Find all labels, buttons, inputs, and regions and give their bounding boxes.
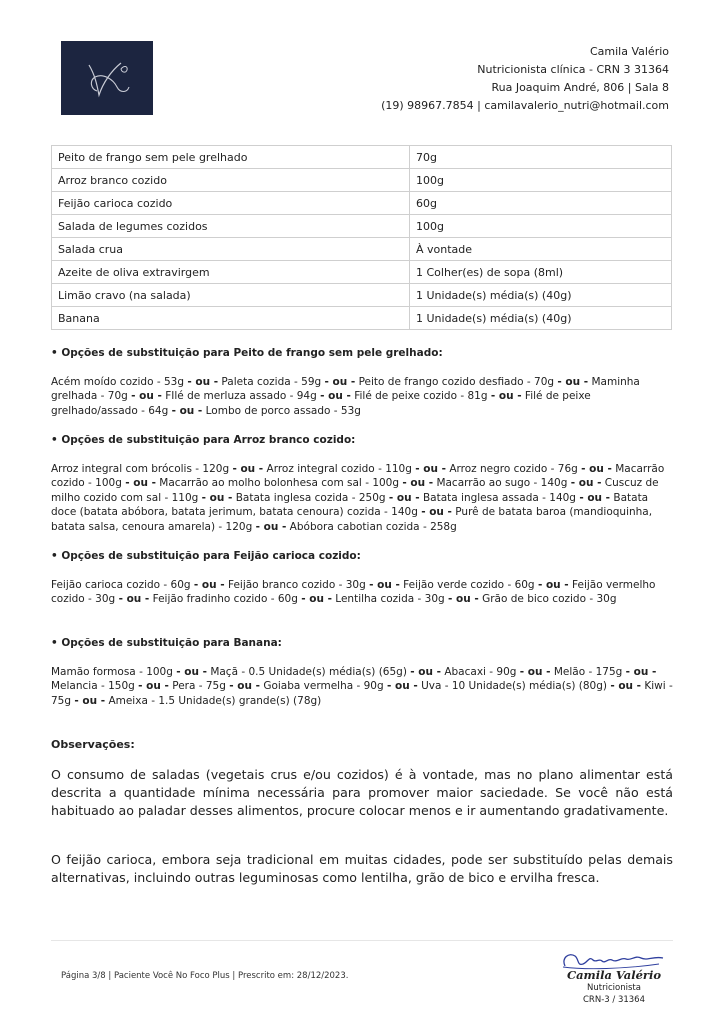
option-separator: - ou -	[74, 694, 106, 707]
substitution-option: Batata inglesa assada - 140g	[422, 491, 576, 504]
table-row	[52, 146, 672, 169]
professional-info	[381, 43, 669, 115]
food-item: Peito de frango sem pele grelhado	[52, 146, 410, 169]
substitution-option: Filé de peixe grelhado/assado - 64g	[51, 390, 591, 417]
substitution-option: Abacaxi - 90g	[444, 665, 517, 678]
food-item: Arroz branco cozido	[52, 169, 410, 192]
table-row	[52, 215, 672, 238]
option-separator: - ou -	[229, 680, 260, 692]
food-quantity: 1 Unidade(s) média(s) (40g)	[410, 284, 672, 307]
substitution-option: Feijão carioca cozido - 60g	[51, 578, 191, 591]
substitution-option: Grão de bico cozido - 30g	[482, 593, 617, 605]
substitution-option: Filé de peixe cozido - 81g	[354, 390, 488, 402]
substitution-option: Cuscuz de milho cozido com sal - 110g	[51, 477, 659, 504]
food-item: Feijão carioca cozido	[52, 192, 410, 215]
option-separator: - ou -	[138, 680, 169, 692]
observations-title: Observações:	[51, 738, 135, 751]
option-separator: - ou -	[557, 375, 589, 388]
substitution-option: Arroz negro cozido - 76g	[449, 462, 578, 475]
substitution-option: Batata inglesa cozida - 250g	[235, 491, 386, 504]
substitution-option: Purê de batata baroa (mandioquinha, batata salsa, cenoura amarela) - 120g	[51, 506, 653, 533]
option-separator: - ou -	[387, 680, 418, 692]
substitution-option: Arroz integral com brócolis - 120g	[51, 462, 230, 475]
option-separator: - ou -	[410, 665, 441, 678]
substitution-option: Mamão formosa - 100g	[51, 665, 173, 678]
substitution-options	[51, 665, 673, 709]
option-separator: - ou -	[320, 390, 351, 402]
option-separator: - ou -	[388, 491, 420, 504]
substitution-heading: • Opções de substituição para Peito de frango sem pele grelhado:	[51, 347, 443, 359]
food-quantity: 100g	[410, 169, 672, 192]
substitution-option: Paleta cozida - 59g	[221, 375, 322, 388]
substitution-option: Peito de frango cozido desfiado - 70g	[358, 375, 555, 388]
option-separator: - ou -	[570, 477, 602, 489]
signature-role: Nutricionista	[587, 983, 641, 993]
footer-divider	[51, 940, 673, 941]
signature-stamp	[555, 944, 673, 1014]
substitution-option: Goiaba vermelha - 90g	[263, 680, 384, 692]
footer-text: Página 3/8 | Paciente Você No Foco Plus | Prescrito em: 28/12/2023.	[61, 971, 349, 981]
substitution-option: Melancia - 150g	[51, 680, 135, 692]
option-separator: - ou -	[187, 375, 219, 388]
substitution-option: FIlé de merluza assado - 94g	[165, 390, 317, 402]
meal-table	[51, 145, 672, 330]
option-separator: - ou -	[201, 491, 233, 504]
brand-logo	[61, 41, 153, 115]
monogram-logo-icon	[77, 55, 137, 101]
substitution-option: Acém moído cozido - 53g	[51, 375, 184, 388]
professional-contact: (19) 98967.7854 | camilavalerio_nutri@hotmail.com	[381, 99, 669, 112]
substitution-option: Batata doce (batata abóbora, batata jerimum, batata cenoura) cozida - 140g	[51, 491, 649, 518]
substitution-option: Macarrão cozido - 100g	[51, 462, 665, 489]
food-item: Salada de legumes cozidos	[52, 215, 410, 238]
food-quantity: 70g	[410, 146, 672, 169]
table-row	[52, 261, 672, 284]
substitution-options	[51, 462, 673, 535]
signature-name: Camila Valério	[566, 968, 662, 982]
food-quantity: 1 Colher(es) de sopa (8ml)	[410, 261, 672, 284]
substitution-option: Maçã - 0.5 Unidade(s) média(s) (65g)	[210, 665, 407, 678]
substitution-option: Pera - 75g	[172, 680, 226, 692]
food-item: Salada crua	[52, 238, 410, 261]
observation-paragraph: O consumo de saladas (vegetais crus e/ou cozidos) é à vontade, mas no plano alimentar está descrita a quantidade mínima necessária para promover maior saciedade. Se você não está habituado ao paladar desses alimentos, procure colocar menos e ir aumentando gradativamente.	[51, 767, 673, 818]
substitution-heading: • Opções de substituição para Feijão carioca cozido:	[51, 550, 361, 562]
substitution-section-chicken	[51, 346, 673, 418]
substitution-option: Macarrão ao molho bolonhesa com sal - 100g	[159, 477, 400, 489]
substitution-option: Lentilha cozida - 30g	[335, 593, 445, 605]
option-separator: - ou -	[415, 462, 446, 475]
option-separator: - ou -	[402, 477, 434, 489]
substitution-option: Ameixa - 1.5 Unidade(s) grande(s) (78g)	[108, 694, 322, 707]
option-separator: - ou -	[369, 578, 400, 591]
option-separator: - ou -	[125, 477, 156, 489]
table-row	[52, 169, 672, 192]
substitution-option: Feijão verde cozido - 60g	[403, 578, 535, 591]
table-row	[52, 307, 672, 330]
option-separator: - ou -	[118, 593, 150, 605]
substitution-option: Maminha grelhada - 70g	[51, 375, 640, 402]
substitution-option: Arroz integral cozido - 110g	[266, 462, 412, 475]
substitution-option: Abóbora cabotian cozida - 258g	[289, 520, 457, 533]
option-separator: - ou -	[232, 462, 264, 475]
professional-title: Nutricionista clínica - CRN 3 31364	[477, 63, 669, 76]
substitution-option: Melão - 175g	[553, 665, 623, 678]
option-separator: - ou -	[255, 520, 287, 533]
substitution-option: Lombo de porco assado - 53g	[205, 404, 361, 417]
table-row	[52, 238, 672, 261]
observation-paragraph: O feijão carioca, embora seja tradicional em muitas cidades, pode ser substituído pelas demais alternativas, incluindo outras leguminosas como lentilha, grão de bico e ervilha fresca.	[51, 852, 673, 885]
food-quantity: À vontade	[410, 238, 672, 261]
substitution-options	[51, 578, 673, 607]
professional-address: Rua Joaquim André, 806 | Sala 8	[491, 81, 669, 94]
substitution-option: Macarrão ao sugo - 140g	[436, 477, 568, 489]
substitution-option: Feijão branco cozido - 30g	[227, 578, 366, 591]
option-separator: - ou -	[448, 593, 479, 605]
option-separator: - ou -	[176, 665, 207, 678]
food-quantity: 60g	[410, 192, 672, 215]
substitution-heading: • Opções de substituição para Arroz branco cozido:	[51, 434, 356, 446]
substitution-option: Feijão fradinho cozido - 60g	[152, 593, 298, 605]
option-separator: - ou -	[131, 390, 162, 402]
food-item: Banana	[52, 307, 410, 330]
food-item: Azeite de oliva extravirgem	[52, 261, 410, 284]
signature-crn: CRN-3 / 31364	[583, 995, 645, 1005]
option-separator: - ou -	[490, 390, 522, 402]
option-separator: - ou -	[579, 491, 611, 504]
option-separator: - ou -	[171, 404, 203, 417]
table-row	[52, 284, 672, 307]
option-separator: - ou -	[324, 375, 356, 388]
substitution-option: Kiwi - 75g	[51, 680, 673, 707]
food-item: Limão cravo (na salada)	[52, 284, 410, 307]
substitution-section-banana	[51, 636, 673, 708]
substitution-option: Feijão vermelho cozido - 30g	[51, 578, 656, 605]
food-quantity: 1 Unidade(s) média(s) (40g)	[410, 307, 672, 330]
table-row	[52, 192, 672, 215]
option-separator: - ou -	[625, 665, 657, 678]
option-separator: - ou -	[537, 578, 569, 591]
option-separator: - ou -	[519, 665, 551, 678]
substitution-section-rice	[51, 433, 673, 534]
option-separator: - ou -	[581, 462, 612, 475]
substitution-heading: • Opções de substituição para Banana:	[51, 637, 282, 649]
option-separator: - ou -	[193, 578, 225, 591]
option-separator: - ou -	[301, 593, 332, 605]
option-separator: - ou -	[610, 680, 642, 692]
food-quantity: 100g	[410, 215, 672, 238]
substitution-option: Uva - 10 Unidade(s) média(s) (80g)	[421, 680, 607, 692]
substitution-section-beans	[51, 549, 673, 607]
option-separator: - ou -	[421, 506, 452, 518]
substitution-options	[51, 375, 673, 419]
professional-name: Camila Valério	[589, 45, 669, 58]
